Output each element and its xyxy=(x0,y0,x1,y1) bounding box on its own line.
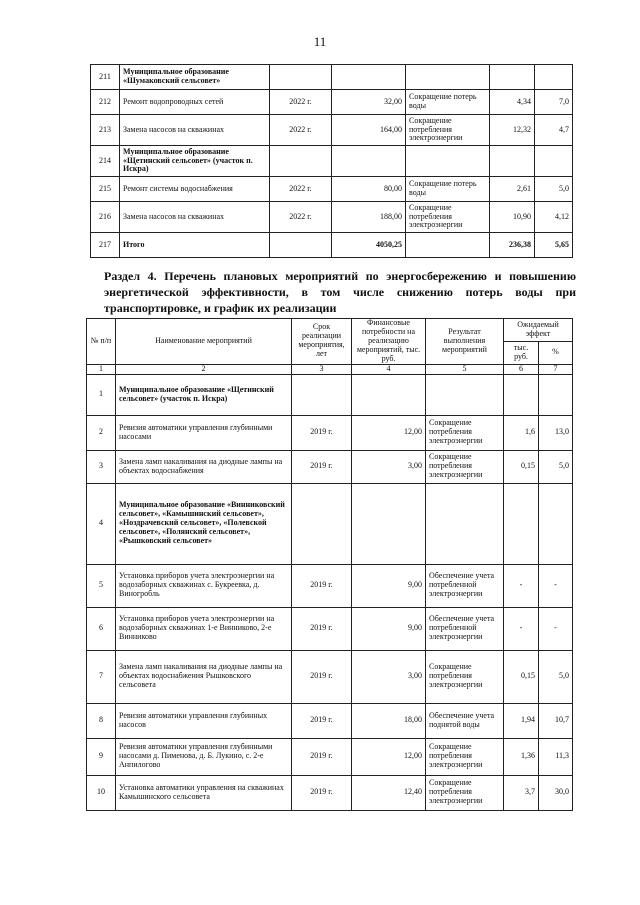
table-row-total xyxy=(91,233,573,258)
row-effect-pct: - xyxy=(539,607,573,650)
row-effect-tys: - xyxy=(504,607,539,650)
row-number: 211 xyxy=(91,65,120,90)
row-name: Ревизия автоматики управления глубинных насосов xyxy=(116,703,292,738)
row-effect-pct: 5,0 xyxy=(535,177,573,202)
row-name: Замена ламп накаливания на диодные лампы на объектах водоснабжения xyxy=(116,450,292,483)
row-cost: 80,00 xyxy=(332,177,406,202)
header-row xyxy=(87,319,573,342)
row-effect-pct: 13,0 xyxy=(539,415,573,450)
row-effect-pct: 7,0 xyxy=(535,90,573,115)
table-row xyxy=(91,65,573,90)
table-row xyxy=(87,703,573,738)
row-effect-tys: 1,36 xyxy=(504,738,539,775)
table-row xyxy=(87,483,573,564)
row-effect-pct xyxy=(535,65,573,90)
row-result xyxy=(406,146,490,177)
row-year: 2019 г. xyxy=(292,650,352,703)
row-number: 1 xyxy=(87,374,116,415)
row-result xyxy=(406,65,490,90)
row-year: 2019 г. xyxy=(292,738,352,775)
table-row xyxy=(91,90,573,115)
table-row xyxy=(91,202,573,233)
row-name: Установка автоматики управления на скважинах Камышинского сельсовета xyxy=(116,775,292,810)
row-year: 2022 г. xyxy=(270,90,332,115)
row-name: Замена насосов на скважинах xyxy=(120,202,270,233)
row-cost: 18,00 xyxy=(352,703,426,738)
row-cost: 188,00 xyxy=(332,202,406,233)
row-cost: 12,40 xyxy=(352,775,426,810)
row-name: Ремонт водопроводных сетей xyxy=(120,90,270,115)
row-cost: 12,00 xyxy=(352,738,426,775)
header-effect-tys: тыс. руб. xyxy=(504,341,539,364)
row-name: Установка приборов учета электроэнергии на водозаборных скважинах с. Букреевка, д. Виногробль xyxy=(116,564,292,607)
row-effect-tys: 1,94 xyxy=(504,703,539,738)
row-cost: 3,00 xyxy=(352,450,426,483)
row-effect-pct: 30,0 xyxy=(539,775,573,810)
table-continued xyxy=(90,64,573,258)
row-result: Сокращение потребления электроэнергии xyxy=(426,775,504,810)
row-cost: 164,00 xyxy=(332,115,406,146)
page-number: 11 xyxy=(313,34,327,49)
header-finance: Финансовые потребности на реализацию мероприятий, тыс. руб. xyxy=(352,319,426,365)
row-effect-tys xyxy=(504,374,539,415)
row-effect-tys: 0,15 xyxy=(504,450,539,483)
row-effect-pct: 5,65 xyxy=(535,233,573,258)
row-result: Сокращение потерь воды xyxy=(406,177,490,202)
row-cost xyxy=(352,374,426,415)
row-result xyxy=(406,233,490,258)
table-row xyxy=(87,415,573,450)
row-year: 2019 г. xyxy=(292,607,352,650)
row-cost xyxy=(352,483,426,564)
header-effect: Ожидаемый эффект xyxy=(504,319,573,342)
row-name: Муниципальное образование «Щетинский сельсовет» (участок п. Искра) xyxy=(120,146,270,177)
row-number: 8 xyxy=(87,703,116,738)
row-number: 3 xyxy=(87,450,116,483)
row-number: 10 xyxy=(87,775,116,810)
row-result: Сокращение потребления электроэнергии xyxy=(406,202,490,233)
row-name: Муниципальное образование «Шумаковский сельсовет» xyxy=(120,65,270,90)
row-effect-pct: 4,7 xyxy=(535,115,573,146)
row-effect-tys: 12,32 xyxy=(490,115,535,146)
row-result: Сокращение потребления электроэнергии xyxy=(426,415,504,450)
row-number: 213 xyxy=(91,115,120,146)
row-result: Сокращение потребления электроэнергии xyxy=(426,450,504,483)
table-row xyxy=(87,650,573,703)
row-number: 212 xyxy=(91,90,120,115)
header-number: № п/п xyxy=(87,319,116,365)
column-number-row xyxy=(87,364,573,374)
row-number: 4 xyxy=(87,483,116,564)
row-result: Обеспечение учета потребленной электроэнергии xyxy=(426,564,504,607)
table-row xyxy=(91,177,573,202)
row-year xyxy=(270,233,332,258)
table-continued-body xyxy=(91,65,573,258)
row-result xyxy=(426,374,504,415)
row-effect-pct: 4,12 xyxy=(535,202,573,233)
row-number: 6 xyxy=(87,607,116,650)
row-result: Сокращение потребления электроэнергии xyxy=(426,650,504,703)
table-row xyxy=(91,146,573,177)
measures-table-body xyxy=(87,364,573,810)
row-name: Установка приборов учета электроэнергии на водозаборных скважинах 1-е Винниково, 2-е Винниково xyxy=(116,607,292,650)
measures-table xyxy=(86,318,573,811)
row-year: 2019 г. xyxy=(292,415,352,450)
row-number: 2 xyxy=(87,415,116,450)
column-number: 2 xyxy=(116,364,292,374)
row-cost: 9,00 xyxy=(352,607,426,650)
row-cost: 32,00 xyxy=(332,90,406,115)
section-heading: Раздел 4. Перечень плановых мероприятий по энергосбережению и повышению энергетической эффективности, в том числе снижению потерь воды при транспортировке, и график их реализации xyxy=(104,269,576,315)
table-row xyxy=(87,564,573,607)
row-year xyxy=(292,483,352,564)
row-effect-tys: 0,15 xyxy=(504,650,539,703)
row-number: 214 xyxy=(91,146,120,177)
row-number: 215 xyxy=(91,177,120,202)
row-effect-tys: - xyxy=(504,564,539,607)
row-effect-tys: 1,6 xyxy=(504,415,539,450)
row-result: Обеспечение учета поднятой воды xyxy=(426,703,504,738)
row-effect-tys xyxy=(490,65,535,90)
row-number: 217 xyxy=(91,233,120,258)
header-term: Срок реализации мероприятия, лет xyxy=(292,319,352,365)
table-row xyxy=(87,607,573,650)
column-number: 1 xyxy=(87,364,116,374)
row-year xyxy=(270,65,332,90)
row-number: 7 xyxy=(87,650,116,703)
row-effect-pct: 5,0 xyxy=(539,450,573,483)
row-name: Ремонт системы водоснабжения xyxy=(120,177,270,202)
row-cost xyxy=(332,146,406,177)
column-number: 3 xyxy=(292,364,352,374)
row-effect-pct: 11,3 xyxy=(539,738,573,775)
row-year: 2019 г. xyxy=(292,564,352,607)
row-year: 2022 г. xyxy=(270,177,332,202)
column-number: 6 xyxy=(504,364,539,374)
row-result: Сокращение потерь воды xyxy=(406,90,490,115)
row-effect-tys: 10,90 xyxy=(490,202,535,233)
row-result: Сокращение потребления электроэнергии xyxy=(426,738,504,775)
row-effect-tys xyxy=(504,483,539,564)
table-row xyxy=(91,115,573,146)
row-name: Замена насосов на скважинах xyxy=(120,115,270,146)
row-year: 2022 г. xyxy=(270,202,332,233)
row-cost xyxy=(332,65,406,90)
row-cost: 12,00 xyxy=(352,415,426,450)
row-effect-pct xyxy=(535,146,573,177)
row-result: Сокращение потребления электроэнергии xyxy=(406,115,490,146)
row-name: Муниципальное образование «Винниковский сельсовет», «Камышинский сельсовет», «Ноздрачевский сельсовет», «Полевской сельсовет», «Полянский сельсовет», «Рышковский сельсовет» xyxy=(116,483,292,564)
header-effect-pct: % xyxy=(539,341,573,364)
header-result: Результат выполнения мероприятий xyxy=(426,319,504,365)
row-year: 2019 г. xyxy=(292,775,352,810)
table-row xyxy=(87,738,573,775)
row-cost: 4050,25 xyxy=(332,233,406,258)
row-effect-tys xyxy=(490,146,535,177)
row-name: Замена ламп накаливания на диодные лампы на объектах водоснабжения Рышковского сельсовета xyxy=(116,650,292,703)
row-effect-tys: 2,61 xyxy=(490,177,535,202)
row-name: Итого xyxy=(120,233,270,258)
column-number: 7 xyxy=(539,364,573,374)
column-number: 4 xyxy=(352,364,426,374)
row-effect-pct: 10,7 xyxy=(539,703,573,738)
row-year xyxy=(270,146,332,177)
table-row xyxy=(87,374,573,415)
row-cost: 9,00 xyxy=(352,564,426,607)
row-effect-pct: - xyxy=(539,564,573,607)
row-year: 2022 г. xyxy=(270,115,332,146)
row-effect-tys: 4,34 xyxy=(490,90,535,115)
measures-table-head xyxy=(87,319,573,365)
row-effect-pct: 5,0 xyxy=(539,650,573,703)
row-cost: 3,00 xyxy=(352,650,426,703)
row-effect-pct xyxy=(539,374,573,415)
row-name: Ревизия автоматики управления глубинными насосами xyxy=(116,415,292,450)
row-effect-tys: 236,38 xyxy=(490,233,535,258)
row-result: Обеспечение учета потребленной электроэнергии xyxy=(426,607,504,650)
column-number: 5 xyxy=(426,364,504,374)
row-year: 2019 г. xyxy=(292,450,352,483)
row-result xyxy=(426,483,504,564)
row-number: 9 xyxy=(87,738,116,775)
table-row xyxy=(87,450,573,483)
row-effect-tys: 3,7 xyxy=(504,775,539,810)
row-effect-pct xyxy=(539,483,573,564)
table-row xyxy=(87,775,573,810)
row-number: 5 xyxy=(87,564,116,607)
row-name: Ревизия автоматики управления глубинными насосами д. Пименова, д. Б. Лукино, с. 2-е Анпилогово xyxy=(116,738,292,775)
row-number: 216 xyxy=(91,202,120,233)
row-year xyxy=(292,374,352,415)
header-name: Наименование мероприятий xyxy=(116,319,292,365)
row-name: Муниципальное образование «Щетинский сельсовет» (участок п. Искра) xyxy=(116,374,292,415)
row-year: 2019 г. xyxy=(292,703,352,738)
